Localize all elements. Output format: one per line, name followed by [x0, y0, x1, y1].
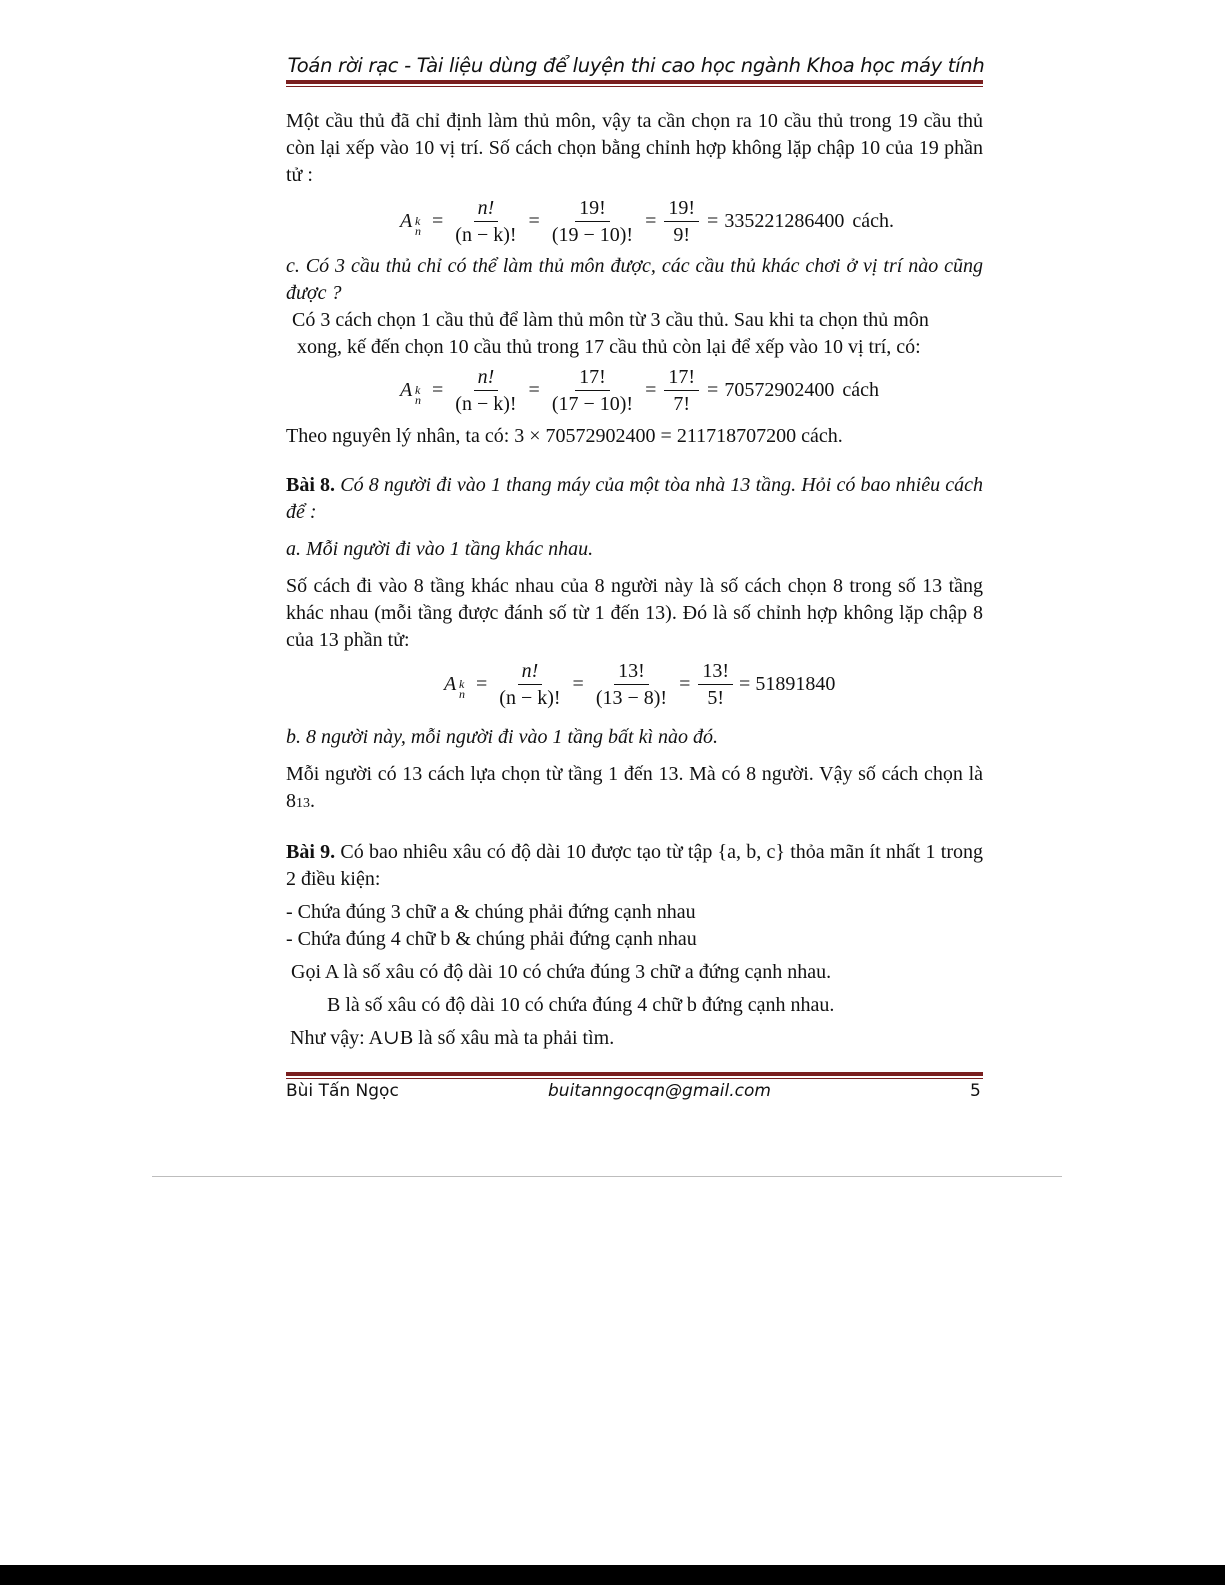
fraction: $\frac{19!}{9!}$: [664, 195, 699, 248]
footer-email: buitanngocqn@gmail.com: [548, 1081, 771, 1101]
paragraph: Số cách đi vào 8 tầng khác nhau của 8 người này là số cách chọn 8 trong số 13 tầng khác nhau (mỗi tầng được đánh số từ 1 đến 13). Đó là số chỉnh hợp không lặp chập 8 của 13 phần tử:: [286, 575, 983, 651]
header-rule-thin: [286, 86, 983, 87]
question-a: a. Mỗi người đi vào 1 tầng khác nhau.: [286, 538, 594, 560]
page-divider: [152, 1176, 1062, 1177]
paragraph: B là số xâu có độ dài 10 có chứa đúng 4 chữ b đứng cạnh nhau.: [327, 994, 835, 1016]
question-b: b. 8 người này, mỗi người đi vào 1 tầng bất kì nào đó.: [286, 726, 719, 748]
fraction: $\frac{17!}{(17 - 10)!}$: [551, 365, 634, 415]
formula-1: A k n = $\frac{n!}{(n - k)!}$ = $\frac{19!}{(19 - 10)!}$ = $\frac{19!}{9!}$ = 335221286400 cách.: [400, 196, 894, 246]
paragraph: Như vậy: A∪B là số xâu mà ta phải tìm.: [290, 1027, 615, 1049]
footer-rule-thin: [286, 1078, 983, 1079]
fraction: $\frac{13!}{(13 - 8)!}$: [595, 659, 668, 709]
header-rule: [286, 80, 983, 84]
arrangement-symbol: A k n: [400, 209, 421, 238]
paragraph: Gọi A là số xâu có độ dài 10 có chứa đúng 3 chữ a đứng cạnh nhau.: [291, 961, 832, 983]
arrangement-symbol: A k n: [400, 378, 421, 407]
question-c: c. Có 3 cầu thủ chỉ có thể làm thủ môn được, các cầu thủ khác chơi ở vị trí nào cũng được ?: [286, 255, 983, 304]
fraction: $\frac{n!}{(n - k)!}$: [499, 659, 561, 709]
arrangement-symbol: A k n: [444, 672, 465, 701]
footer-rule: [286, 1072, 983, 1076]
formula-2: A k n = $\frac{n!}{(n - k)!}$ = $\frac{17!}{(17 - 10)!}$ = $\frac{17!}{7!}$ = 70572902400 cách: [400, 365, 879, 415]
paragraph: xong, kế đến chọn 10 cầu thủ trong 17 cầu thủ còn lại để xếp vào 10 vị trí, có:: [297, 336, 921, 358]
exercise-8: Bài 8. Có 8 người đi vào 1 thang máy của một tòa nhà 13 tầng. Hỏi có bao nhiêu cách để :: [286, 474, 984, 523]
page-number: 5: [970, 1081, 981, 1101]
fraction: $\frac{17!}{7!}$: [664, 364, 699, 417]
fraction: $\frac{n!}{(n - k)!}$: [455, 365, 517, 415]
fraction: $\frac{n!}{(n - k)!}$: [455, 196, 517, 246]
page-content: [286, 108, 983, 1052]
paragraph: Theo nguyên lý nhân, ta có: 3 × 70572902400 = 211718707200 cách.: [286, 425, 843, 447]
condition-1: - Chứa đúng 3 chữ a & chúng phải đứng cạnh nhau: [286, 901, 696, 923]
fraction: $\frac{19!}{(19 - 10)!}$: [551, 196, 634, 246]
fraction: $\frac{13!}{5!}$: [698, 658, 733, 711]
footer-author: Bùi Tấn Ngọc: [286, 1081, 399, 1101]
condition-2: - Chứa đúng 4 chữ b & chúng phải đứng cạnh nhau: [286, 928, 697, 950]
paragraph: Mỗi người có 13 cách lựa chọn từ tầng 1 đến 13. Mà có 8 người. Vậy số cách chọn là 813.: [286, 763, 983, 812]
formula-result: 70572902400: [724, 378, 835, 401]
exercise-9: Bài 9. Có bao nhiêu xâu có độ dài 10 được tạo từ tập {a, b, c} thỏa mãn ít nhất 1 trong 2 điều kiện:: [286, 841, 983, 890]
formula-result: = 51891840: [739, 672, 836, 695]
formula-result: 335221286400: [724, 209, 845, 232]
bottom-bar: [0, 1565, 1225, 1585]
paragraph: Có 3 cách chọn 1 cầu thủ để làm thủ môn từ 3 cầu thủ. Sau khi ta chọn thủ môn: [292, 309, 929, 331]
page-header: Toán rời rạc - Tài liệu dùng để luyện thi cao học ngành Khoa học máy tính: [287, 54, 985, 77]
paragraph: Một cầu thủ đã chỉ định làm thủ môn, vậy ta cần chọn ra 10 cầu thủ trong 19 cầu thủ còn lại xếp vào 10 vị trí. Số cách chọn bằng chỉnh hợp không lặp chập 10 của 19 phần tử :: [286, 110, 983, 186]
formula-3: A k n = $\frac{n!}{(n - k)!}$ = $\frac{13!}{(13 - 8)!}$ = $\frac{13!}{5!}$ = 51891840: [444, 659, 836, 709]
